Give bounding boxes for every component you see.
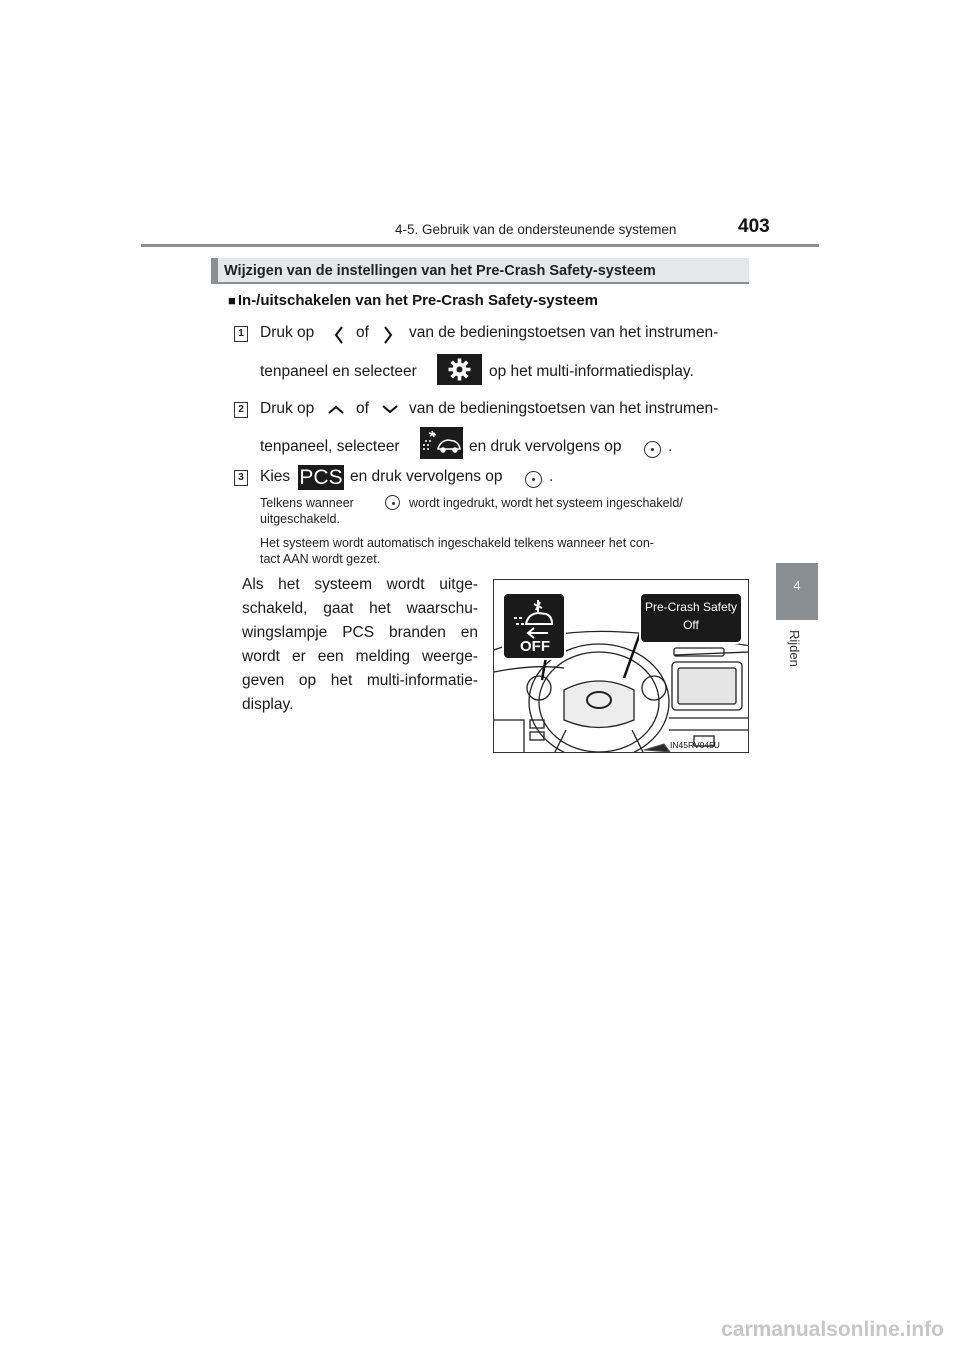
step1-text-a: Druk op bbox=[260, 324, 315, 341]
enter-button-icon bbox=[525, 471, 542, 488]
header-section-title: 4-5. Gebruik van de ondersteunende systemen bbox=[395, 222, 677, 237]
step3-text-c: . bbox=[549, 468, 554, 485]
step-number-2: 2 bbox=[234, 402, 248, 418]
note2-a: Het systeem wordt automatisch ingeschakeld telkens wanneer het con- bbox=[260, 536, 654, 550]
step2-text-c: van de bedieningstoetsen van het instrumen- bbox=[409, 400, 719, 417]
subheading-text: In-/uitschakelen van het Pre-Crash Safety-systeem bbox=[237, 292, 598, 309]
display-message-line1: Pre-Crash Safety bbox=[644, 600, 738, 614]
description-paragraph: Als het systeem wordt uitge-schakeld, gaat het waarschu-wingslampje PCS branden en wordt er een melding weerge-geven op het multi-informatie-display. bbox=[242, 576, 478, 713]
step-number-3: 3 bbox=[234, 470, 248, 486]
chapter-label: Rijden bbox=[787, 630, 802, 667]
step2-text-d: tenpaneel, selecteer bbox=[260, 438, 400, 455]
section-heading-accent bbox=[211, 258, 218, 284]
dashboard-illustration bbox=[493, 579, 749, 753]
step2-text-a: Druk op bbox=[260, 400, 315, 417]
step1-text-d: tenpaneel en selecteer bbox=[260, 363, 417, 380]
chevron-left-icon bbox=[332, 324, 346, 346]
step2-text-b: of bbox=[356, 400, 369, 417]
pcs-icon: PCS bbox=[299, 466, 343, 489]
step-number-1: 1 bbox=[234, 326, 248, 342]
enter-button-icon bbox=[385, 495, 400, 510]
header-divider bbox=[141, 244, 819, 247]
note1-b: wordt ingedrukt, wordt het systeem ingeschakeld/ bbox=[409, 496, 683, 510]
pre-crash-safety-icon bbox=[420, 427, 463, 459]
enter-button-icon bbox=[644, 441, 661, 458]
gear-icon bbox=[437, 354, 482, 385]
step2-text-e: en druk vervolgens op bbox=[469, 438, 622, 455]
note2-b: tact AAN wordt gezet. bbox=[260, 552, 381, 566]
subheading: ■ In-/uitschakelen van het Pre-Crash Safety-systeem bbox=[228, 292, 598, 309]
step1-text-c: van de bedieningstoetsen van het instrumen- bbox=[409, 324, 719, 341]
chapter-number: 4 bbox=[793, 578, 801, 593]
section-title: Wijzigen van de instellingen van het Pre-Crash Safety-systeem bbox=[224, 263, 656, 279]
chevron-right-icon bbox=[381, 324, 395, 346]
step1-text-e: op het multi-informatiedisplay. bbox=[489, 363, 694, 380]
note1-a: Telkens wanneer bbox=[260, 496, 354, 510]
page-number: 403 bbox=[738, 216, 770, 237]
chevron-down-icon bbox=[380, 402, 400, 416]
step3-text-a: Kies bbox=[260, 468, 291, 485]
step3-text-b: en druk vervolgens op bbox=[350, 468, 503, 485]
display-message-line2: Off bbox=[683, 618, 699, 632]
note1-c: uitgeschakeld. bbox=[260, 512, 340, 526]
illustration-code: IN45RV045U bbox=[670, 740, 720, 750]
step1-text-b: of bbox=[356, 324, 369, 341]
step2-text-f: . bbox=[668, 438, 673, 455]
watermark: carmanualsonline.info bbox=[721, 1318, 944, 1341]
pcs-off-warning-text: OFF bbox=[520, 638, 550, 655]
chevron-up-icon bbox=[326, 402, 346, 416]
